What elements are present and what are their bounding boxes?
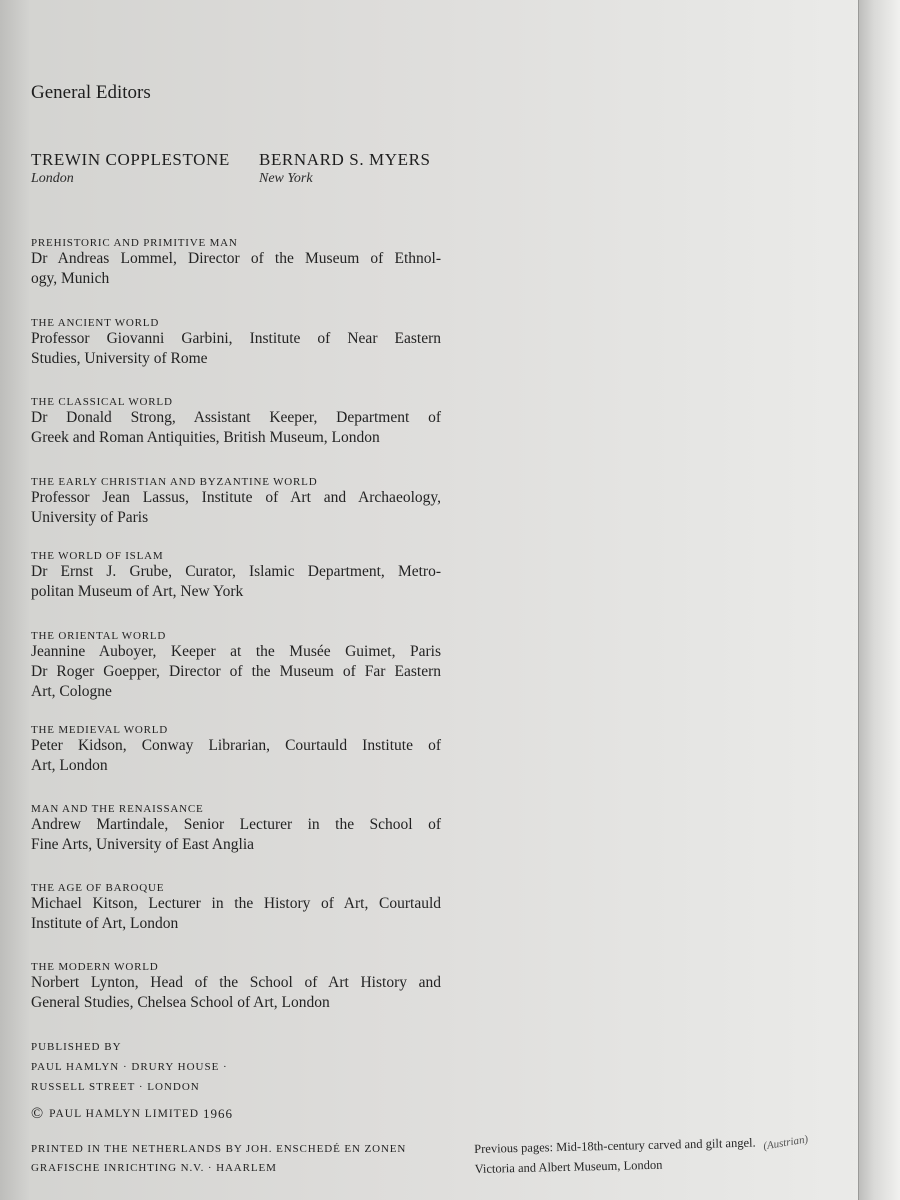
- caption-handwritten-note: (Austrian): [762, 1133, 809, 1153]
- editor-copplestone: [31, 150, 230, 187]
- section-classical: [31, 396, 441, 448]
- copyright-year: 1966: [203, 1106, 234, 1121]
- section-title: THE ANCIENT WORLD: [31, 317, 160, 329]
- section-prehistoric: [31, 237, 441, 289]
- page-shadow: [0, 0, 30, 1200]
- section-early-christian: [31, 476, 441, 528]
- section-title: THE EARLY CHRISTIAN AND BYZANTINE WORLD: [31, 476, 318, 488]
- editor-myers: [259, 150, 431, 187]
- section-line: Peter Kidson, Conway Librarian, Courtauld Institute of: [31, 737, 441, 754]
- editor-name: TREWIN COPPLESTONE: [31, 150, 230, 169]
- section-line: Fine Arts, University of East Anglia: [31, 836, 255, 853]
- section-line: Dr Roger Goepper, Director of the Museum of Far Eastern: [31, 663, 441, 680]
- section-baroque: [31, 882, 441, 934]
- section-medieval: [31, 724, 441, 776]
- section-title: THE MEDIEVAL WORLD: [31, 724, 169, 736]
- printer-line: GRAFISCHE INRICHTING N.V. · HAARLEM: [31, 1162, 277, 1174]
- section-line: Jeannine Auboyer, Keeper at the Musée Guimet, Paris: [31, 643, 441, 660]
- section-oriental: [31, 630, 441, 702]
- section-line: Professor Jean Lassus, Institute of Art and Archaeology,: [31, 489, 441, 506]
- section-line: Dr Ernst J. Grube, Curator, Islamic Department, Metro-: [31, 563, 441, 580]
- section-title: THE CLASSICAL WORLD: [31, 396, 173, 408]
- editor-name: BERNARD S. MYERS: [259, 150, 431, 169]
- section-line: Professor Giovanni Garbini, Institute of Near Eastern: [31, 330, 441, 347]
- section-title: THE MODERN WORLD: [31, 961, 159, 973]
- printer-line: PRINTED IN THE NETHERLANDS BY JOH. ENSCHEDÉ EN ZONEN: [31, 1143, 407, 1155]
- section-title: THE WORLD OF ISLAM: [31, 550, 164, 562]
- editor-city: New York: [259, 171, 313, 186]
- printer-block: [31, 1140, 406, 1178]
- publisher-address-line: PAUL HAMLYN · DRURY HOUSE ·: [31, 1061, 228, 1073]
- caption-line: Previous pages: Mid-18th-century carved and gilt angel.: [474, 1135, 756, 1156]
- section-line: politan Museum of Art, New York: [31, 583, 244, 600]
- illustration-caption: [474, 1132, 809, 1179]
- caption-line: Victoria and Albert Museum, London: [474, 1157, 663, 1176]
- section-renaissance: [31, 803, 441, 855]
- section-islam: [31, 550, 441, 602]
- section-line: Art, Cologne: [31, 683, 112, 700]
- section-ancient: [31, 317, 441, 369]
- publisher-address-line: RUSSELL STREET · LONDON: [31, 1081, 200, 1093]
- section-line: Andrew Martindale, Senior Lecturer in the School of: [31, 816, 441, 833]
- page-edge: [858, 0, 900, 1200]
- copyright-holder: PAUL HAMLYN LIMITED: [49, 1108, 200, 1120]
- editor-city: London: [31, 171, 74, 186]
- section-title: THE ORIENTAL WORLD: [31, 630, 167, 642]
- section-line: General Studies, Chelsea School of Art, London: [31, 994, 330, 1011]
- section-line: Dr Donald Strong, Assistant Keeper, Department of: [31, 409, 441, 426]
- copyright-icon: ©: [31, 1105, 44, 1122]
- general-editors-heading: General Editors: [31, 82, 151, 103]
- section-line: Michael Kitson, Lecturer in the History of Art, Courtauld: [31, 895, 441, 912]
- section-line: Art, London: [31, 757, 108, 774]
- section-line: Dr Andreas Lommel, Director of the Museum of Ethnol-: [31, 250, 441, 267]
- section-modern: [31, 961, 441, 1013]
- section-line: Norbert Lynton, Head of the School of Art History and: [31, 974, 441, 991]
- section-line: Institute of Art, London: [31, 915, 179, 932]
- section-line: University of Paris: [31, 509, 149, 526]
- publisher-block: [31, 1037, 451, 1097]
- publisher-heading: PUBLISHED BY: [31, 1041, 122, 1053]
- section-line: Studies, University of Rome: [31, 350, 208, 367]
- section-title: THE AGE OF BAROQUE: [31, 882, 165, 894]
- section-line: Greek and Roman Antiquities, British Museum, London: [31, 429, 380, 446]
- copyright-line: [31, 1105, 233, 1123]
- section-line: ogy, Munich: [31, 270, 110, 287]
- section-title: PREHISTORIC AND PRIMITIVE MAN: [31, 237, 238, 249]
- section-title: MAN AND THE RENAISSANCE: [31, 803, 204, 815]
